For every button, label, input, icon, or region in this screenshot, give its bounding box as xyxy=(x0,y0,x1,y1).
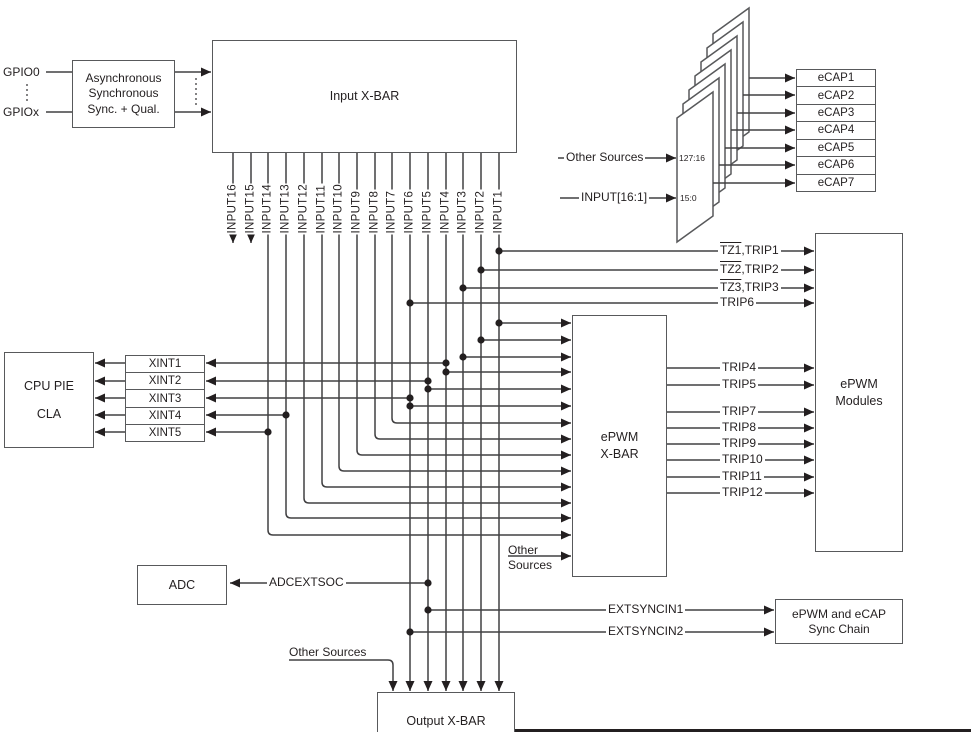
ecap-module-box: eCAP1 xyxy=(817,72,855,85)
mux-input-bus-label: INPUT[16:1] xyxy=(581,190,648,204)
epwm-modules-box xyxy=(815,233,903,552)
async-box-line: Asynchronous xyxy=(85,70,162,85)
gpio0-label: GPIO0 xyxy=(3,65,40,79)
ecap-module-box: eCAP5 xyxy=(797,139,875,156)
tz-trip-label: TRIP6 xyxy=(720,295,755,309)
input-signal-label: INPUT11 xyxy=(315,184,328,234)
input-signal-label: INPUT13 xyxy=(279,184,292,234)
sync-chain-title: ePWM and eCAP xyxy=(791,606,887,621)
input-signal-label: INPUT6 xyxy=(403,190,416,234)
async-sync-qual-box xyxy=(72,60,175,128)
trip-output-label: TRIP5 xyxy=(722,377,757,391)
adc-box xyxy=(137,565,227,605)
extsyncin1-label: EXTSYNCIN1 xyxy=(608,602,684,616)
input-signal-label: INPUT1 xyxy=(492,190,505,234)
tz-trip-label: TZ1,TRIP1 xyxy=(720,243,779,257)
epwm-xbar-box xyxy=(572,315,667,577)
page-edge-bar xyxy=(515,729,971,732)
input-signal-label: INPUT3 xyxy=(456,190,469,234)
ecap-modules-stack xyxy=(796,69,876,192)
output-xbar-box xyxy=(377,692,515,732)
ecap-module-box: eCAP3 xyxy=(797,104,875,121)
trip-output-label: TRIP7 xyxy=(722,404,757,418)
trip-output-label: TRIP8 xyxy=(722,420,757,434)
xint-box: XINT1 xyxy=(148,358,182,371)
sync-chain-title: Sync Chain xyxy=(808,621,870,636)
input-signal-label: INPUT4 xyxy=(439,190,452,234)
tz-trip-label: TZ2,TRIP2 xyxy=(720,262,779,276)
gpiox-label: GPIOx xyxy=(3,105,40,119)
input-signal-label: INPUT10 xyxy=(332,184,345,234)
input-signal-label: INPUT2 xyxy=(474,190,487,234)
cpu-pie-cla-box xyxy=(4,352,94,448)
epwm-modules-title: Modules xyxy=(835,393,883,408)
async-box-line: Sync. + Qual. xyxy=(87,101,160,116)
sync-chain-box xyxy=(775,599,903,644)
async-box-line: Synchronous xyxy=(88,86,159,101)
adc-title: ADC xyxy=(168,577,196,592)
extsyncin2-label: EXTSYNCIN2 xyxy=(608,624,684,638)
cpu-pie-label: CPU PIE xyxy=(23,379,74,393)
xint-box: XINT5 xyxy=(126,424,204,441)
output-other-sources-label: Other Sources xyxy=(289,645,367,659)
trip-output-label: TRIP11 xyxy=(722,469,762,483)
epwm-xbar-title: ePWM xyxy=(600,430,639,444)
output-xbar-title: Output X-BAR xyxy=(406,714,486,728)
trip-output-label: TRIP9 xyxy=(722,436,757,450)
xbar-other-sources-label: Other xyxy=(508,543,539,557)
input-xbar-box xyxy=(212,40,517,153)
adcextsoc-label: ADCEXTSOC xyxy=(269,575,344,589)
mux-other-sources-label: Other Sources xyxy=(566,150,644,164)
ecap-module-box: eCAP7 xyxy=(797,174,875,191)
epwm-modules-title: ePWM xyxy=(840,376,878,391)
trip-output-label: TRIP4 xyxy=(722,360,757,374)
mux-upper-range-label: 127:16 xyxy=(679,153,705,163)
cla-label: CLA xyxy=(36,407,62,421)
input-xbar-title: Input X-BAR xyxy=(329,89,400,103)
xint-box: XINT3 xyxy=(126,389,204,406)
input-signal-label: INPUT8 xyxy=(368,190,381,234)
mux-lower-range-label: 15:0 xyxy=(680,193,697,203)
input-signal-label: INPUT15 xyxy=(244,184,257,234)
input-signal-label: INPUT9 xyxy=(350,190,363,234)
input-signal-label: INPUT12 xyxy=(297,184,310,234)
epwm-xbar-title: X-BAR xyxy=(600,447,639,461)
trip-output-label: TRIP12 xyxy=(722,485,763,499)
ecap-mux-shape xyxy=(677,92,713,242)
ecap-module-box: eCAP6 xyxy=(797,156,875,173)
input-signal-label: INPUT16 xyxy=(226,184,239,234)
input-signal-label: INPUT14 xyxy=(261,184,274,234)
xbar-other-sources-label: Sources xyxy=(508,558,553,572)
input-signal-label: INPUT7 xyxy=(385,190,398,234)
ecap-module-box: eCAP2 xyxy=(797,86,875,103)
xint-stack xyxy=(125,355,205,442)
tz-trip-label: TZ3,TRIP3 xyxy=(720,280,779,294)
trip-output-label: TRIP10 xyxy=(722,452,763,466)
input-signal-label: INPUT5 xyxy=(421,190,434,234)
xint-box: XINT2 xyxy=(126,372,204,389)
xint-box: XINT4 xyxy=(126,407,204,424)
ecap-mux-stack xyxy=(677,8,749,242)
ecap-module-box: eCAP4 xyxy=(797,121,875,138)
